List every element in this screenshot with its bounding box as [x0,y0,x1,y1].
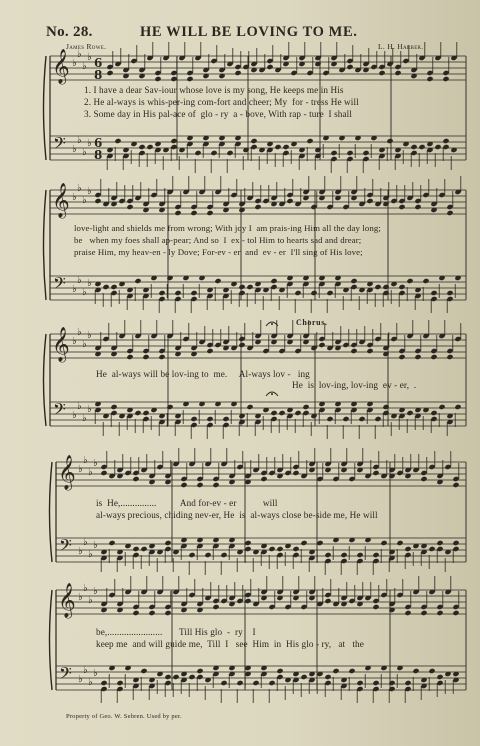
note-head [442,138,449,144]
system-brace [44,56,47,160]
note-head [278,410,285,416]
hymn-title: HE WILL BE LOVING TO ME. [140,24,358,40]
note-head [406,410,413,416]
lyric-line: be when my foes shall ap-pear; And so I ex - tol Him to hearts sad and drear; [74,235,362,245]
note-head [132,476,139,482]
note-head [366,198,373,204]
note-head [196,482,203,488]
note-head [196,668,203,674]
note-head [372,680,379,686]
note-head [374,416,381,422]
note-head [398,204,405,210]
lyric-line: love-light and shields me from wrong; With joy I am prais-ing Him all the day long; [74,223,381,233]
note-head [396,540,403,546]
note-head [142,354,149,360]
flat-sign-icon: ♭ [82,195,87,206]
note-head [148,610,155,616]
flat-sign-icon: ♭ [82,339,87,350]
flat-sign-icon: ♭ [78,592,83,603]
treble-clef-icon: 𝄞 [58,455,76,490]
note-head [302,404,309,410]
note-head [164,674,171,680]
note-head [132,610,139,616]
note-head [126,354,133,360]
note-head [214,278,221,284]
note-head [324,674,331,680]
flat-sign-icon: ♭ [72,284,77,295]
note-head [422,278,429,284]
note-head [410,144,417,150]
note-head [132,546,139,552]
lyric-line: praise Him, my heav-en - ly Dove; For-ev - er and ev - er I'll sing of His love; [74,247,363,257]
note-head [372,552,379,558]
note-head [346,150,353,156]
note-head [206,210,213,216]
system-brace [50,462,53,562]
note-head [164,540,171,546]
note-head [244,598,251,604]
note-head [100,470,107,476]
system-brace [44,190,47,300]
treble-clef-icon: 𝄞 [58,583,76,618]
note-head [306,138,313,144]
note-head [454,404,461,410]
note-head [318,342,325,348]
note-head [300,540,307,546]
note-head [146,144,153,150]
time-signature: 6 [94,136,103,150]
note-head [212,604,219,610]
note-head [428,668,435,674]
note-head [102,284,109,290]
note-head [260,476,267,482]
note-head [372,604,379,610]
note-head [324,552,331,558]
note-head [326,416,333,422]
lyric-line: 3. Some day in His pal-ace of glo - ry a - bove, With rap - ture I shall [84,109,352,119]
note-head [254,204,261,210]
flat-sign-icon: ♭ [93,540,98,551]
note-head [142,410,149,416]
flat-sign-icon: ♭ [82,61,87,72]
note-head [412,668,419,674]
note-head [190,416,197,422]
note-head [204,552,211,558]
note-head [330,150,337,156]
flat-sign-icon: ♭ [77,49,82,60]
note-head [134,410,141,416]
note-head [326,290,333,296]
note-head [436,540,443,546]
fermata-icon [271,323,273,325]
note-head [356,680,363,686]
treble-clef-icon: 𝄞 [52,49,70,84]
note-head [268,546,275,552]
note-head [340,552,347,558]
flat-sign-icon: ♭ [87,330,92,341]
lyric-line: keep me and will guide me, Till I see Him in His glo - ry, at the [96,639,364,649]
note-head [452,610,459,616]
flat-sign-icon: ♭ [78,464,83,475]
flat-sign-icon: ♭ [82,287,87,298]
note-head [292,470,299,476]
note-head [386,138,393,144]
note-head [382,284,389,290]
note-head [324,598,331,604]
note-head [372,470,379,476]
flat-sign-icon: ♭ [72,336,77,347]
flat-sign-icon: ♭ [78,674,83,685]
bass-clef-icon: 𝄢 [59,663,72,687]
note-head [220,552,227,558]
note-head [164,610,171,616]
note-head [174,290,181,296]
note-head [436,674,443,680]
note-head [238,342,245,348]
note-head [346,64,353,70]
note-head [108,540,115,546]
note-head [206,416,213,422]
note-head [406,278,413,284]
lyricist-credit: James Rowe. [66,42,107,51]
note-head [430,354,437,360]
note-head [438,404,445,410]
flat-sign-icon: ♭ [87,52,92,63]
note-head [246,404,253,410]
note-head [380,540,387,546]
note-head [100,680,107,686]
note-head [388,680,395,686]
note-head [246,284,253,290]
lyric-line: 2. He al-ways is whis-per-ing com-fort and cheer; My for - tress He will [84,97,359,107]
note-head [140,668,147,674]
note-head [420,476,427,482]
flat-sign-icon: ♭ [77,401,82,412]
note-head [266,64,273,70]
note-head [252,680,259,686]
note-head [212,482,219,488]
note-head [194,150,201,156]
note-head [190,290,197,296]
flat-sign-icon: ♭ [72,192,77,203]
note-head [286,198,293,204]
note-head [342,416,349,422]
flat-sign-icon: ♭ [72,144,77,155]
note-head [404,546,411,552]
note-head [166,404,173,410]
note-head [350,278,357,284]
system-brace [50,590,53,690]
note-head [274,144,281,150]
note-head [134,278,141,284]
time-signature: 6 [94,56,103,70]
flat-sign-icon: ♭ [83,455,88,466]
note-head [172,674,179,680]
note-head [446,290,453,296]
flat-sign-icon: ♭ [87,138,92,149]
note-head [300,674,307,680]
flat-sign-icon: ♭ [77,135,82,146]
note-head [446,354,453,360]
note-head [236,680,243,686]
note-head [358,416,365,422]
note-head [404,610,411,616]
flat-sign-icon: ♭ [83,537,88,548]
note-head [394,70,401,76]
note-head [190,210,197,216]
flat-sign-icon: ♭ [82,413,87,424]
note-head [222,416,229,422]
note-head [114,138,121,144]
note-head [110,284,117,290]
note-head [420,610,427,616]
flat-sign-icon: ♭ [87,186,92,197]
flat-sign-icon: ♭ [83,665,88,676]
note-head [350,348,357,354]
note-head [332,668,339,674]
note-head [270,278,277,284]
note-head [206,348,213,354]
flat-sign-icon: ♭ [77,327,82,338]
note-head [154,76,161,82]
bass-clef-icon: 𝄢 [53,133,66,157]
note-head [188,674,195,680]
note-head [436,610,443,616]
flat-sign-icon: ♭ [72,410,77,421]
flat-sign-icon: ♭ [88,467,93,478]
note-head [398,284,405,290]
note-head [442,76,449,82]
note-head [374,284,381,290]
note-head [126,204,133,210]
note-head [426,76,433,82]
note-head [294,410,301,416]
note-head [106,70,113,76]
note-head [428,546,435,552]
note-head [292,546,299,552]
note-head [110,404,117,410]
note-head [434,144,441,150]
note-head [356,552,363,558]
note-head [404,680,411,686]
flat-sign-icon: ♭ [77,183,82,194]
note-head [234,70,241,76]
note-head [170,138,177,144]
flat-sign-icon: ♭ [82,147,87,158]
lyric-line: is He,............... And for-ev - er will [96,498,278,508]
lyric-line: be,....................... Till His glo - ry I [96,627,256,637]
fermata-icon [271,393,273,395]
copyright-footer: Property of Geo. W. Sebren. Used by per. [66,713,182,720]
note-head [276,668,283,674]
note-head [188,552,195,558]
lyric-line: al-ways precious, chiding nev-er, He is al-ways close be-side me, He will [96,510,378,520]
flat-sign-icon: ♭ [88,677,93,688]
note-head [446,210,453,216]
note-head [138,144,145,150]
note-head [158,290,165,296]
note-head [316,540,323,546]
bass-clef-icon: 𝄢 [59,535,72,559]
note-head [220,680,227,686]
flat-sign-icon: ♭ [93,668,98,679]
note-head [244,540,251,546]
flat-sign-icon: ♭ [88,549,93,560]
note-head [294,290,301,296]
bass-clef-icon: 𝄢 [53,399,66,423]
note-head [452,482,459,488]
note-head [250,138,257,144]
note-head [158,354,165,360]
composer-credit: L. H. Harber. [378,42,424,51]
note-head [414,354,421,360]
flat-sign-icon: ♭ [77,275,82,286]
note-head [414,204,421,210]
note-head [382,404,389,410]
chorus-label: Chorus. [296,318,328,327]
note-head [276,546,283,552]
flat-sign-icon: ♭ [87,404,92,415]
treble-clef-icon: 𝄞 [52,183,70,218]
note-head [116,680,123,686]
note-head [186,76,193,82]
note-head [378,70,385,76]
note-head [268,680,275,686]
note-head [282,144,289,150]
note-head [366,348,373,354]
note-head [362,150,369,156]
flat-sign-icon: ♭ [83,583,88,594]
note-head [238,284,245,290]
flat-sign-icon: ♭ [93,586,98,597]
note-head [270,410,277,416]
flat-sign-icon: ♭ [88,595,93,606]
note-head [94,198,101,204]
time-signature: 8 [94,148,103,162]
lyric-line: He al-ways will be lov-ing to me. Al-ways lov - ing [96,369,310,379]
note-head [226,150,233,156]
note-head [170,76,177,82]
flat-sign-icon: ♭ [72,58,77,69]
hymn-number: No. 28. [46,24,93,40]
flat-sign-icon: ♭ [87,278,92,289]
note-head [452,540,459,546]
flat-sign-icon: ♭ [93,458,98,469]
note-head [180,482,187,488]
note-head [348,668,355,674]
note-head [140,546,147,552]
flat-sign-icon: ♭ [78,546,83,557]
treble-clef-icon: 𝄞 [52,327,70,362]
note-head [210,150,217,156]
note-head [310,290,317,296]
lyric-line: 1. I have a dear Sav-iour whose love is my song, He keeps me in His [84,85,344,95]
note-head [430,410,437,416]
note-head [418,144,425,150]
bass-clef-icon: 𝄢 [53,273,66,297]
system-brace [44,334,47,426]
note-head [174,210,181,216]
time-signature: 8 [94,68,103,82]
note-head [430,290,437,296]
lyric-line: He is lov-ing, lov-ing ev - er, . [292,380,417,390]
note-head [398,354,405,360]
